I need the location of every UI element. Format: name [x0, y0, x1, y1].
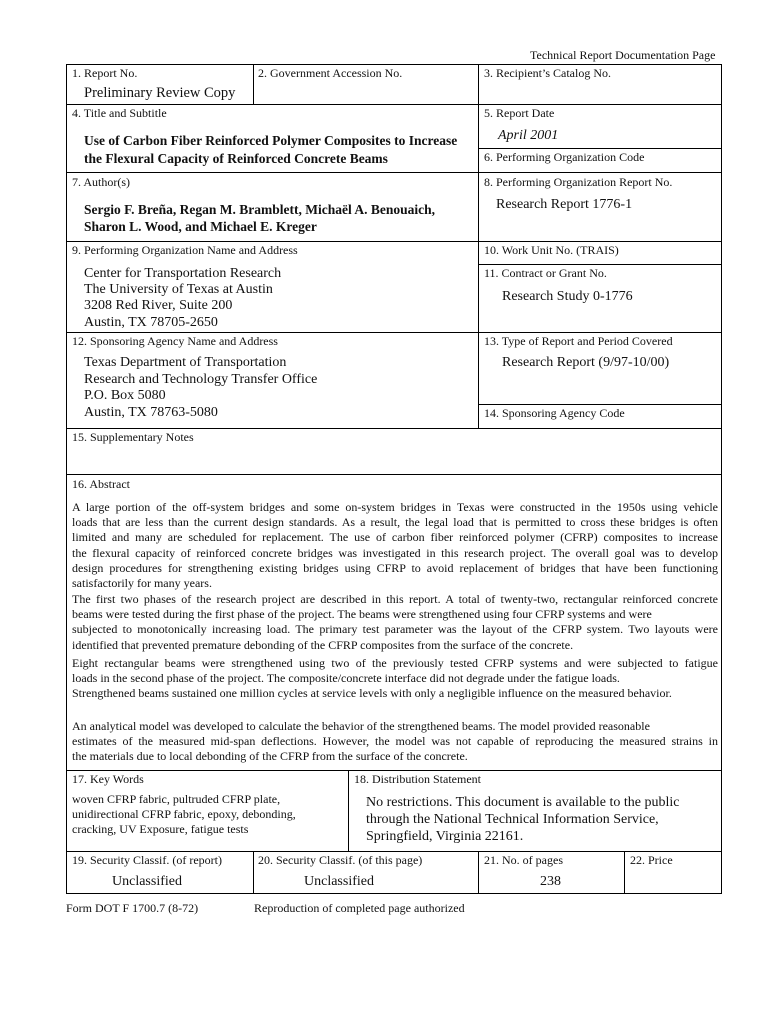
title-subtitle-label: 4. Title and Subtitle [72, 106, 167, 120]
reproduction-note: Reproduction of completed page authorized [254, 901, 465, 915]
form-id: Form DOT F 1700.7 (8-72) [66, 901, 199, 915]
perf-org-name-line-3: 3208 Red River, Suite 200 [84, 298, 233, 313]
key-words-line-3: cracking, UV Exposure, fatigue tests [72, 822, 249, 836]
abstract-paragraph-4: An analytical model was developed to calculate the behavior of the strengthened beams. The model provided reasonable estimates of the measured mid-span deflections. However, the model was not capable of reproducing the measured strains in the materials due to local debonding of the CFRP from the surface of the concrete. [72, 719, 718, 764]
abstract-label: 16. Abstract [72, 477, 130, 491]
number-of-pages-value: 238 [540, 874, 561, 889]
authors-label: 7. Author(s) [72, 175, 130, 189]
perf-org-code-label: 6. Performing Organization Code [484, 150, 645, 164]
report-title-line-2: the Flexural Capacity of Reinforced Concrete Beams [84, 151, 388, 166]
perf-org-name-line-2: The University of Texas at Austin [84, 282, 273, 297]
report-date-value: April 2001 [498, 128, 559, 143]
sponsor-name-label: 12. Sponsoring Agency Name and Address [72, 334, 278, 348]
distribution-line-1: No restrictions. This document is available to the public [366, 795, 680, 810]
number-of-pages-label: 21. No. of pages [484, 853, 563, 867]
security-class-report-value: Unclassified [112, 874, 182, 889]
perf-org-report-value: Research Report 1776-1 [496, 197, 633, 212]
contract-grant-value: Research Study 0-1776 [502, 289, 633, 304]
abstract-paragraph-2: The first two phases of the research project are described in this report. A total of twenty-two, rectangular reinforced concrete beams were tested during the first phase of the project. The beams were strengthened using four CFRP systems and were subjected to monotonically increasing load. The primary test parameter was the layout of the CFRP system. Two layouts were identified that prevented premature debonding of the CFRP composites from the surface of the concrete. [72, 592, 718, 652]
contract-grant-label: 11. Contract or Grant No. [484, 266, 607, 280]
supplementary-notes-label: 15. Supplementary Notes [72, 430, 194, 444]
perf-org-name-line-4: Austin, TX 78705-2650 [84, 315, 218, 330]
key-words-line-2: unidirectional CFRP fabric, epoxy, debonding, [72, 807, 296, 821]
price-label: 22. Price [630, 853, 673, 867]
report-title-line-1: Use of Carbon Fiber Reinforced Polymer Composites to Increase [84, 133, 458, 148]
report-date-label: 5. Report Date [484, 106, 555, 120]
key-words-line-1: woven CFRP fabric, pultruded CFRP plate, [72, 792, 281, 806]
perf-org-name-line-1: Center for Transportation Research [84, 266, 282, 281]
report-no-label: 1. Report No. [72, 66, 138, 80]
distribution-statement-label: 18. Distribution Statement [354, 772, 481, 786]
report-type-label: 13. Type of Report and Period Covered [484, 334, 673, 348]
abstract-paragraph-1: A large portion of the off-system bridges and some on-system bridges in Texas were constructed in the 1950s using vehicle loads that are less than the current design standards. As a result, the legal load that is permitted to cross these bridges is often limited and many are scheduled for replacement. The use of carbon fiber reinforced polymer (CFRP) composites to increase the flexural capacity of reinforced concrete bridges was investigated in this research project. The overall goal was to develop design procedures for strengthening existing bridges using CFRP to avoid replacement of bridges that have been functioning satisfactorily for many years. [72, 500, 718, 591]
sponsor-name-line-3: P.O. Box 5080 [84, 388, 166, 403]
security-class-report-label: 19. Security Classif. (of report) [72, 853, 222, 867]
authors-line-1: Sergio F. Breña, Regan M. Bramblett, Michaël A. Benouaich, [84, 202, 435, 217]
security-class-page-label: 20. Security Classif. (of this page) [258, 853, 423, 867]
abstract-paragraph-3: Eight rectangular beams were strengthened using two of the previously tested CFRP systems and were subjected to fatigue loads in the second phase of the project. The composite/concrete interface did not degrade under the fatigue loads. Strengthened beams sustained one million cycles at service levels with only a negligible influence on the measured behavior. [72, 656, 718, 701]
distribution-line-3: Springfield, Virginia 22161. [366, 829, 524, 844]
key-words-label: 17. Key Words [72, 772, 144, 786]
sponsor-name-line-1: Texas Department of Transportation [84, 355, 287, 370]
work-unit-label: 10. Work Unit No. (TRAIS) [484, 243, 619, 257]
perf-org-name-label: 9. Performing Organization Name and Address [72, 243, 298, 257]
sponsor-name-line-2: Research and Technology Transfer Office [84, 372, 318, 387]
gov-accession-label: 2. Government Accession No. [258, 66, 403, 80]
distribution-line-2: through the National Technical Information Service, [366, 812, 659, 827]
security-class-page-value: Unclassified [304, 874, 374, 889]
sponsor-name-line-4: Austin, TX 78763-5080 [84, 405, 218, 420]
recipient-catalog-label: 3. Recipient’s Catalog No. [484, 66, 611, 80]
authors-line-2: Sharon L. Wood, and Michael E. Kreger [84, 219, 317, 234]
perf-org-report-label: 8. Performing Organization Report No. [484, 175, 673, 189]
sponsor-code-label: 14. Sponsoring Agency Code [484, 406, 625, 420]
page-header-title: Technical Report Documentation Page [530, 48, 716, 62]
report-type-value: Research Report (9/97-10/00) [502, 355, 670, 370]
report-no-value: Preliminary Review Copy [84, 85, 236, 101]
